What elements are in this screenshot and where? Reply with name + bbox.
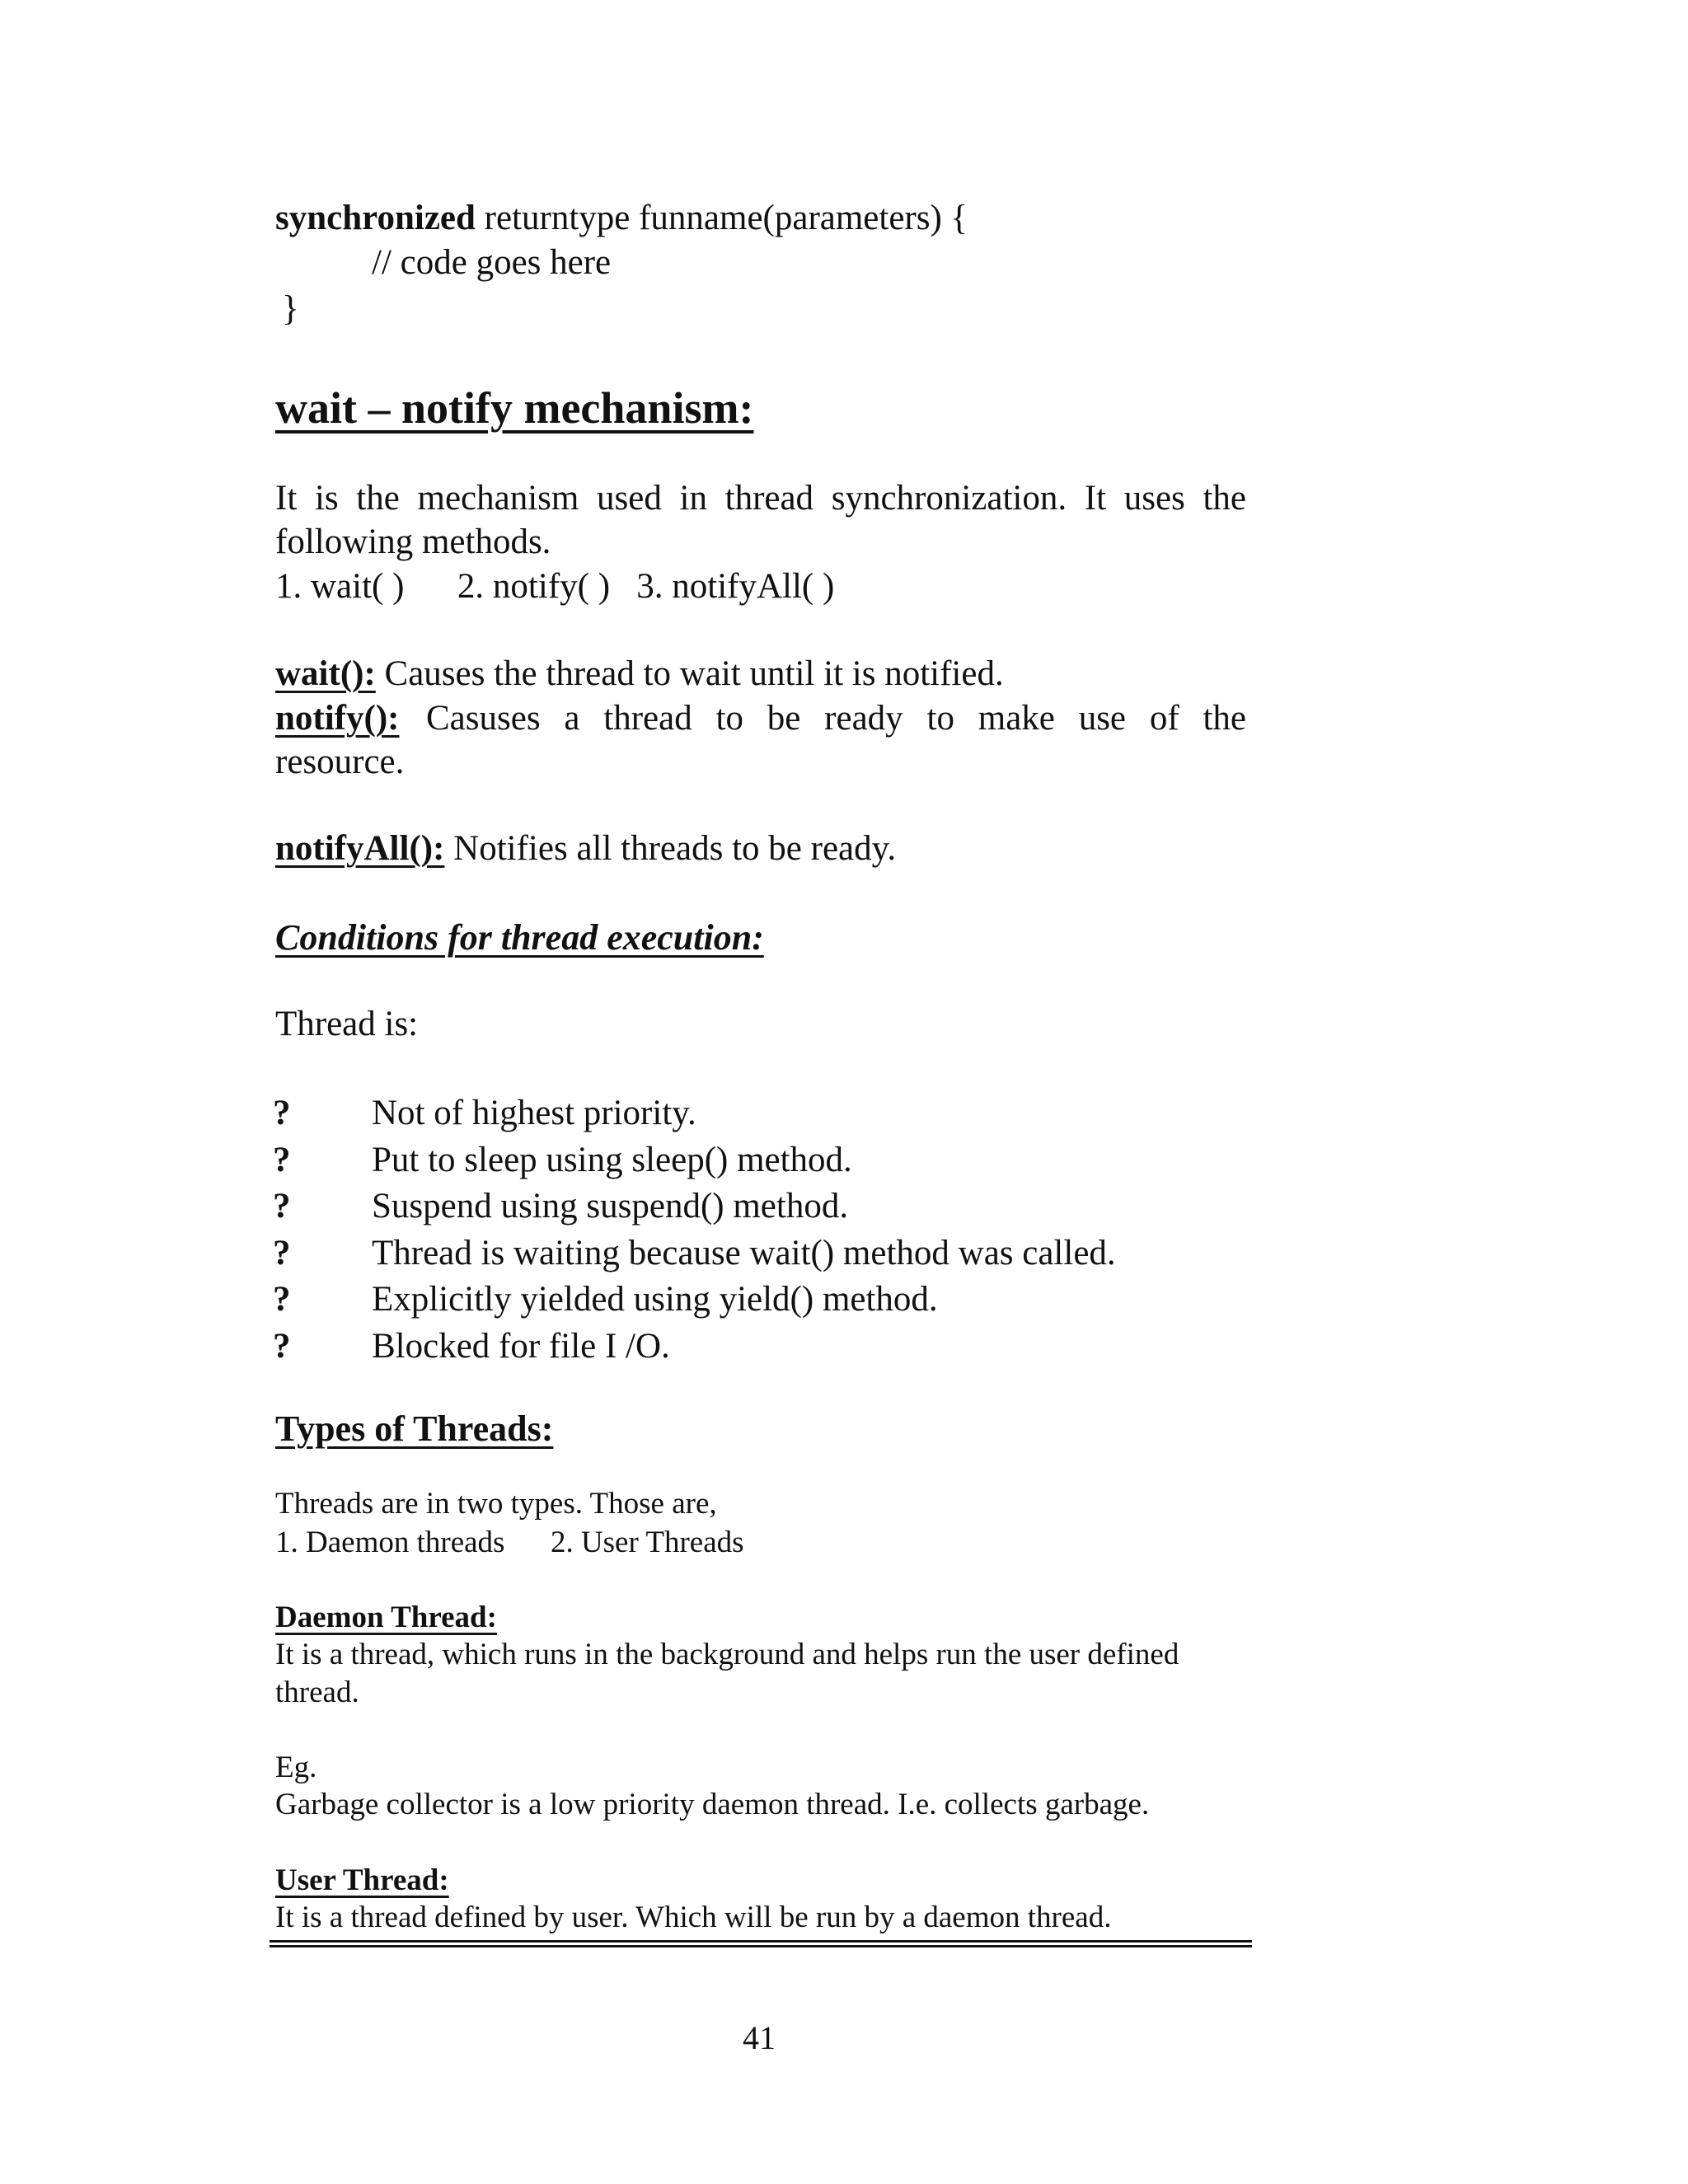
daemon-heading: Daemon Thread: — [275, 1601, 497, 1634]
code-signature: returntype funname(parameters) { — [475, 199, 968, 237]
list-item: Explicitly yielded using yield() method. — [372, 1280, 938, 1319]
daemon-description-line-2: thread. — [275, 1675, 359, 1709]
list-item: Suspend using suspend() method. — [372, 1187, 849, 1226]
code-closing-brace: } — [282, 289, 299, 328]
bullet-marker: ? — [273, 1327, 291, 1366]
example-label: Eg. — [275, 1750, 317, 1784]
bullet-marker: ? — [273, 1141, 291, 1179]
list-item: Not of highest priority. — [372, 1094, 696, 1132]
notifyall-definition — [275, 827, 896, 871]
user-thread-description: It is a thread defined by user. Which will be run by a daemon thread. — [275, 1900, 1112, 1934]
methods-list-line: 1. wait( ) 2. notify( ) 3. notifyAll( ) — [275, 567, 835, 606]
notify-description-line-2: resource. — [275, 743, 405, 781]
list-item: Thread is waiting because wait() method was called. — [372, 1234, 1116, 1272]
bullet-marker: ? — [273, 1187, 291, 1226]
code-comment: // code goes here — [372, 243, 612, 282]
example-text: Garbage collector is a low priority daemon thread. I.e. collects garbage. — [275, 1788, 1150, 1821]
code-signature-line — [275, 196, 968, 241]
daemon-description-line-1: It is a thread, which runs in the background and helps run the user defined — [275, 1638, 1179, 1671]
notify-description-line-1: Casuses a thread to be ready to make use of the — [426, 699, 1246, 738]
page-number: 41 — [743, 2019, 776, 2056]
notify-label: notify(): — [275, 699, 400, 738]
types-list-line: 1. Daemon threads 2. User Threads — [275, 1526, 744, 1559]
types-intro: Threads are in two types. Those are, — [275, 1487, 717, 1521]
wait-notify-heading: wait – notify mechanism: — [275, 383, 754, 433]
footer-rule-top — [270, 1940, 1252, 1943]
footer-rule-bottom — [270, 1945, 1252, 1947]
notifyall-description: Notifies all threads to be ready. — [444, 829, 897, 868]
user-thread-heading: User Thread: — [275, 1863, 449, 1897]
list-item: Put to sleep using sleep() method. — [372, 1141, 852, 1179]
intro-line-1: It is the mechanism used in thread synchronization. It uses the — [275, 479, 1246, 518]
wait-label: wait(): — [275, 654, 376, 693]
intro-line-2: following methods. — [275, 523, 551, 561]
wait-description: Causes the thread to wait until it is notified. — [375, 654, 1004, 693]
bullet-marker: ? — [273, 1234, 291, 1272]
list-item: Blocked for file I /O. — [372, 1327, 670, 1366]
notify-label-wrap — [275, 696, 399, 741]
bullet-marker: ? — [273, 1280, 291, 1319]
wait-definition — [275, 652, 1004, 696]
synchronized-keyword: synchronized — [275, 199, 476, 237]
notifyall-label: notifyAll(): — [275, 829, 445, 868]
conditions-lead: Thread is: — [275, 1005, 419, 1043]
conditions-heading: Conditions for thread execution: — [275, 917, 764, 958]
types-heading: Types of Threads: — [275, 1408, 554, 1449]
bullet-marker: ? — [273, 1094, 291, 1132]
